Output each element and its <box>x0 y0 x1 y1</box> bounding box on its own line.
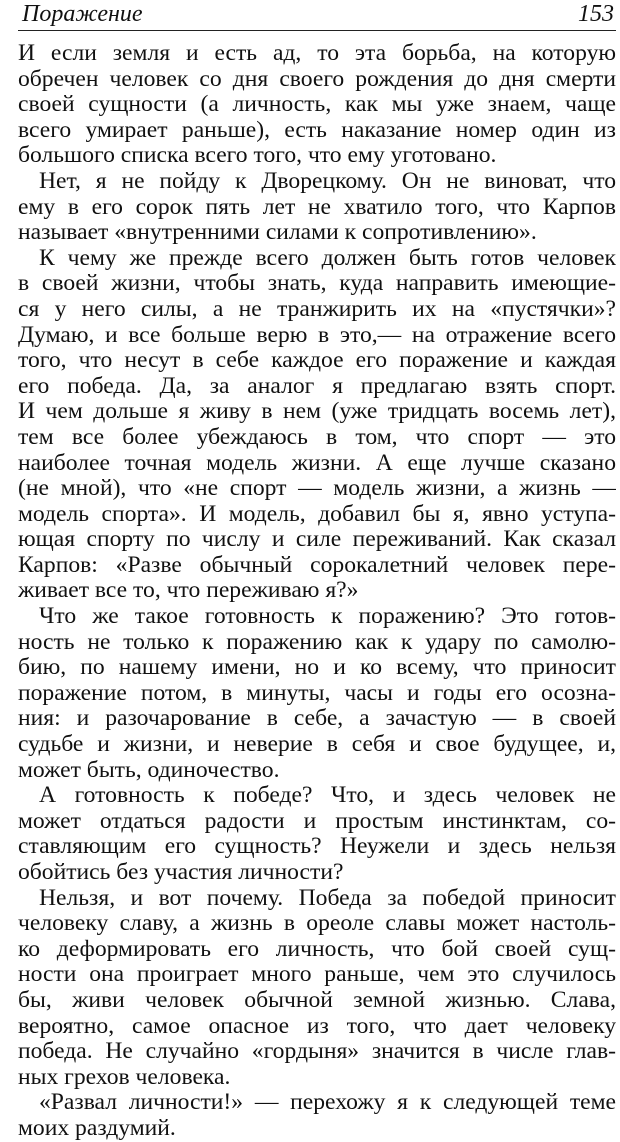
text-line: бию, по нашему имени, но и ко всему, что приносит <box>18 655 616 681</box>
text-line: И если земля и есть ад, то эта борьба, на которую <box>18 41 616 66</box>
text-line: ему в его сорок пять лет не хватило того, что Карпов <box>18 194 616 220</box>
text-line: ся у него силы, а не транжирить их на «пустячки»? <box>18 296 616 322</box>
text-line: бы, живи человек обычной земной жизнью. Слава, <box>18 987 616 1013</box>
text-line: человеку славу, а жизнь в ореоле славы может настоль- <box>18 911 616 937</box>
text-line: того, что несут в себе каждое его поражение и каждая <box>18 348 616 374</box>
running-header <box>18 0 616 31</box>
text-line: ность не только к поражению как к удару по самолю- <box>18 629 616 655</box>
text-line: ставляющим его сущность? Неужели и здесь нельзя <box>18 834 616 860</box>
text-line: ных грехов человека. <box>18 1064 231 1090</box>
text-line: (не мной), что «не спорт — модель жизни, а жизнь — <box>18 476 616 502</box>
text-line: называет «внутренними силами к сопротивлению». <box>18 220 537 246</box>
text-line: модель спорта». И модель, добавил бы я, явно уступа- <box>18 501 616 527</box>
text-line: «Развал личности!» — перехожу я к следующей теме <box>39 1090 616 1116</box>
text-line: обойтись без участия личности? <box>18 860 344 885</box>
text-line: К чему же прежде всего должен быть готов человек <box>39 245 616 271</box>
text-line: А готовность к победе? Что, и здесь человек не <box>39 783 616 809</box>
text-line: судьбе и жизни, и неверие в себя и свое будущее, и, <box>18 732 616 758</box>
text-line: большого списка всего того, что ему уготовано. <box>18 143 497 169</box>
text-line: Нет, я не пойду к Дворецкому. Он не виноват, что <box>39 168 616 194</box>
text-line: всего умирает раньше), есть наказание номер один из <box>18 117 616 143</box>
text-line: своей сущности (а личность, как мы уже знаем, чаще <box>18 92 616 118</box>
text-line: тем все более убеждаюсь в том, что спорт — это <box>18 424 616 450</box>
text-line: Думаю, и все больше верю в это,— на отражение всего <box>18 322 616 348</box>
text-line: моих раздумий. <box>18 1115 176 1141</box>
page-number: 153 <box>578 1 614 27</box>
text-line: Карпов: «Разве обычный сорокалетний человек пере- <box>18 552 616 578</box>
text-line: его победа. Да, за аналог я предлагаю взять спорт. <box>18 373 616 399</box>
text-line: ности она проиграет много раньше, чем это случилось <box>18 962 616 988</box>
text-line: вероятно, самое опасное из того, что дает человеку <box>18 1013 616 1039</box>
text-line: Нельзя, и вот почему. Победа за победой приносит <box>39 885 616 911</box>
text-line: в своей жизни, чтобы знать, куда направить имеющие- <box>18 271 616 297</box>
book-page <box>18 0 616 1141</box>
body-text <box>18 41 616 1142</box>
text-line: наиболее точная модель жизни. А еще лучше сказано <box>18 450 616 476</box>
text-line: ющая спорту по числу и силе переживаний. Как сказал <box>18 527 616 553</box>
text-line: ния: и разочарование в себе, а зачастую — в своей <box>18 706 616 732</box>
running-title: Поражение <box>22 1 143 27</box>
text-line: может отдаться радости и простым инстинктам, со- <box>18 808 616 834</box>
text-line: Что же такое готовность к поражению? Это готов- <box>39 604 616 630</box>
text-line: может быть, одиночество. <box>18 757 280 783</box>
text-line: И чем дольше я живу в нем (уже тридцать восемь лет), <box>18 399 616 425</box>
text-line: живает все то, что переживаю я?» <box>18 578 359 604</box>
text-line: победа. Не случайно «гордыня» значится в числе глав- <box>18 1039 616 1065</box>
text-line: поражение потом, в минуты, часы и годы его осозна- <box>18 680 616 706</box>
text-line: ко деформировать его личность, что бой своей сущ- <box>18 936 616 962</box>
text-line: обречен человек со дня своего рождения до дня смерти <box>18 66 616 92</box>
